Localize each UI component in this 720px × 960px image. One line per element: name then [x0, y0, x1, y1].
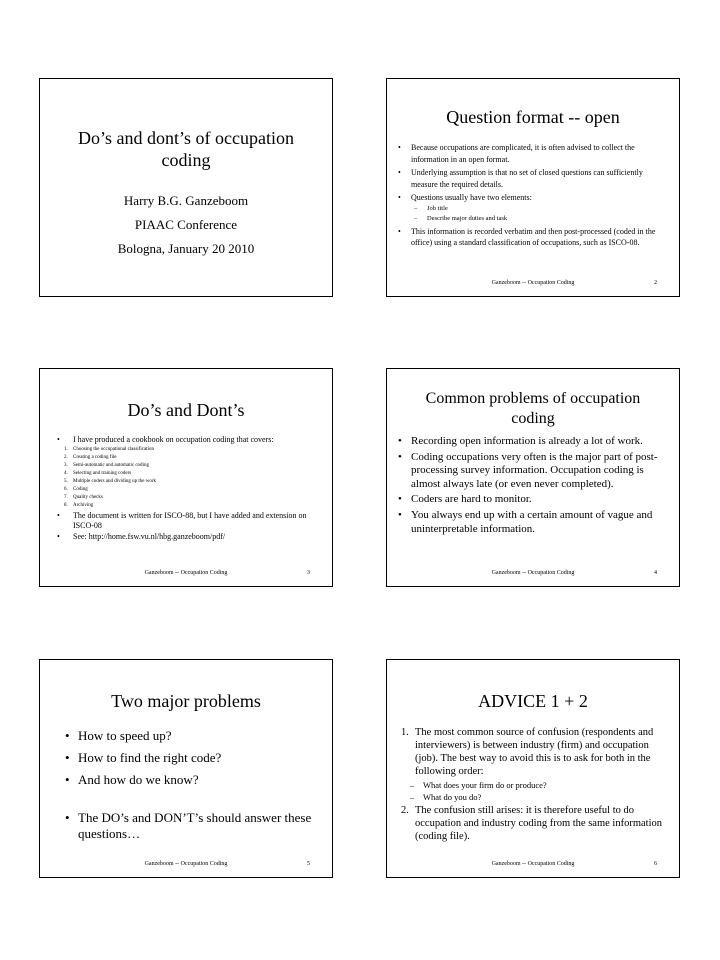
- bullet-item: • Coding occupations very often is the major part of post-processing survey information. Occupation coding is almost always late (or even never completed).: [397, 451, 669, 492]
- bullet-item: • How to find the right code?: [64, 750, 319, 766]
- slide-6: [386, 659, 680, 878]
- bullet-item: • Because occupations are complicated, it is often advised to collect the information in an open format.: [397, 142, 662, 165]
- numbered-item: [401, 726, 671, 778]
- item-text: Coding: [73, 487, 88, 492]
- list-item: [64, 454, 318, 462]
- bullet-item: • Underlying assumption is that no set of closed questions can sufficiently measure the required details.: [397, 167, 662, 190]
- slide-5-title: Two major problems: [111, 691, 261, 711]
- sub-item: – Job title: [413, 204, 662, 214]
- slide-4: [386, 368, 680, 587]
- page-number: 6: [654, 861, 657, 867]
- footer-text: Ganzeboom -- Occupation Coding: [144, 861, 228, 867]
- item-text: Multiple coders and dividing up the work: [73, 479, 157, 484]
- page-number: 4: [654, 570, 657, 576]
- place-date: Bologna, January 20 2010: [117, 241, 255, 256]
- slide-3-title: Do’s and Dont’s: [127, 400, 245, 420]
- slide-6-title: ADVICE 1 + 2: [478, 691, 588, 711]
- list-item: [64, 494, 318, 502]
- item-number: 8.: [64, 503, 68, 508]
- item-number: 3.: [64, 463, 68, 468]
- slide-5-body: [64, 728, 319, 842]
- bullet-item: • Coders are hard to monitor.: [397, 493, 669, 507]
- bullet-item: • The document is written for ISCO-88, but I have added and extension on ISCO-08: [56, 511, 318, 531]
- title-line: Do’s and dont’s of occupation: [78, 128, 294, 148]
- item-number: 4.: [64, 471, 68, 476]
- numbered-item: [401, 804, 671, 843]
- list-item: [64, 446, 318, 454]
- slide-2-title: Question format -- open: [446, 107, 620, 127]
- sub-item: – What does your firm do or produce?: [409, 779, 671, 791]
- sub-item: – What do you do?: [409, 791, 671, 803]
- list-item: [64, 462, 318, 470]
- bullet-item: • And how do we know?: [64, 772, 319, 788]
- slide-1-subtitle: [40, 189, 332, 261]
- item-text: The confusion still arises: it is therefore useful to do occupation and industry coding from the same information (coding file).: [415, 805, 662, 842]
- title-line: coding: [511, 410, 555, 427]
- item-text: Archiving: [73, 503, 94, 508]
- footer-text: Ganzeboom -- Occupation Coding: [144, 570, 228, 576]
- item-text: The most common source of confusion (respondents and interviewers) is between industry (firm) and occupation (job). The best way to avoid this is to ask for both in the following order:: [415, 727, 654, 777]
- bullet-item: • I have produced a cookbook on occupation coding that covers:: [56, 435, 318, 445]
- slide-1: [39, 78, 333, 297]
- bullet-item: • This information is recorded verbatim and then post-processed (coded in the office) using a standard classification of occupations, such as ISCO-08.: [397, 226, 662, 249]
- list-item: [64, 502, 318, 510]
- bullet-item: • Recording open information is already a lot of work.: [397, 435, 669, 449]
- item-text: Selecting and training coders: [73, 471, 132, 476]
- list-item: [64, 486, 318, 494]
- bullet-item: • Questions usually have two elements:: [397, 192, 662, 204]
- item-number: 5.: [64, 479, 68, 484]
- slide-2-body: [397, 142, 662, 249]
- footer-text: Ganzeboom -- Occupation Coding: [491, 570, 575, 576]
- page-number: 3: [307, 570, 310, 576]
- list-item: [64, 478, 318, 486]
- footer-text: Ganzeboom -- Occupation Coding: [491, 861, 575, 867]
- page-number: 5: [307, 861, 310, 867]
- item-number: 2.: [401, 805, 409, 816]
- item-number: 2.: [64, 455, 68, 460]
- slide-1-title: [40, 127, 332, 171]
- list-item: [64, 470, 318, 478]
- slide-3: [39, 368, 333, 587]
- item-number: 1.: [64, 447, 68, 452]
- item-text: Creating a coding file: [73, 455, 117, 460]
- bullet-item: • See: http://home.fsw.vu.nl/hbg.ganzeboom/pdf/: [56, 532, 318, 542]
- slide-5: [39, 659, 333, 878]
- slide-4-body: [397, 435, 669, 536]
- slide-2: [386, 78, 680, 297]
- slide-3-body: [56, 435, 318, 542]
- bullet-item: • How to speed up?: [64, 728, 319, 744]
- bullet-item: • The DO’s and DON’T’s should answer these questions…: [64, 810, 319, 842]
- item-number: 7.: [64, 495, 68, 500]
- page-number: 2: [654, 280, 657, 286]
- title-line: Common problems of occupation: [425, 390, 641, 407]
- item-text: Choosing the occupational classification: [73, 447, 154, 452]
- bullet-item: • You always end up with a certain amount of vague and uninterpretable information.: [397, 509, 669, 536]
- item-number: 6.: [64, 487, 68, 492]
- title-line: coding: [161, 150, 211, 170]
- slide-6-body: [401, 726, 671, 843]
- sub-item: – Describe major duties and task: [413, 214, 662, 224]
- author: Harry B.G. Ganzeboom: [123, 193, 249, 208]
- item-text: Semi-automatic and automatic coding: [73, 463, 149, 468]
- slide-4-title: [387, 389, 679, 429]
- footer-text: Ganzeboom -- Occupation Coding: [491, 280, 575, 286]
- item-text: Quality checks: [73, 495, 103, 500]
- event-name: PIAAC Conference: [134, 217, 238, 232]
- item-number: 1.: [401, 727, 409, 738]
